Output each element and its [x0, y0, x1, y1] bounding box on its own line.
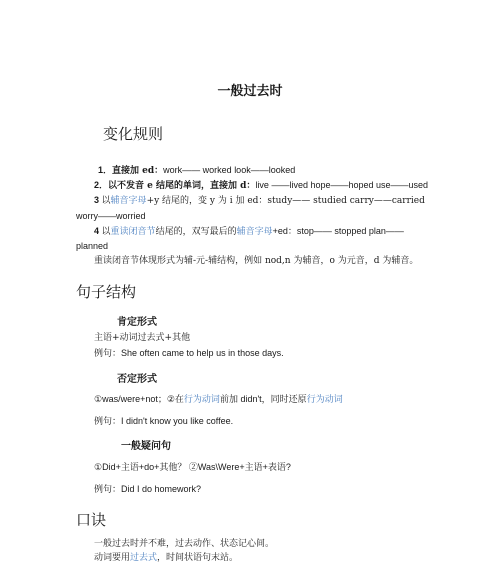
link-consonant-2[interactable]: 辅音字母 — [236, 227, 273, 237]
link-action-verb-2[interactable]: 行为动词 — [306, 395, 343, 405]
positive-heading: 肯定形式 — [117, 317, 157, 328]
rule-3-continued: worry——worried — [76, 211, 146, 221]
mnemonic-line-2: 动词要用过去式，时间状语句末站。 — [94, 553, 239, 563]
question-heading: 一般疑问句 — [121, 441, 171, 452]
positive-structure: 主语+动词过去式+其他 — [94, 333, 191, 343]
link-action-verb[interactable]: 行为动词 — [183, 395, 220, 405]
rule-1: 1．直接加 ed：work—— worked look——looked — [98, 165, 296, 176]
link-consonant[interactable]: 辅音字母 — [110, 196, 147, 206]
negative-heading: 否定形式 — [117, 374, 157, 385]
syllable-note: 重读闭音节体现形式为辅-元-辅结构，例如 nod,n 为辅音，o 为元音，d 为辅音。 — [94, 256, 419, 266]
question-structure: ①Did+主语+do+其他？ ②Was\Were+主语+表语? — [94, 462, 291, 472]
section-heading-rules: 变化规则 — [103, 125, 164, 143]
rule-2: 2．以不发音 e 结尾的单词，直接加 d：live ——lived hope——hoped use——used — [94, 180, 429, 191]
link-past-tense[interactable]: 过去式 — [130, 553, 158, 563]
rule-4-continued: planned — [76, 241, 109, 251]
question-example: 例句：Did I do homework? — [94, 484, 202, 494]
section-heading-structure: 句子结构 — [76, 283, 137, 301]
mnemonic-line-1: 一般过去时并不难，过去动作、状态记心间。 — [94, 539, 275, 549]
link-stressed-closed-syllable[interactable]: 重读闭音节 — [110, 227, 156, 237]
rule-4: 4 以重读闭音节结尾的，双写最后的辅音字母+ed：stop—— stopped plan—— — [94, 226, 404, 237]
rule-3: 3 以辅音字母+y 结尾的，变 y 为 i 加 ed：study—— studied carry——carried — [94, 195, 425, 206]
negative-structure: ①was/were+not；②在行为动词前加 didn't，同时还原行为动词 — [94, 394, 343, 405]
positive-example: 例句：She often came to help us in those days. — [94, 348, 284, 358]
section-heading-mnemonic: 口诀 — [76, 511, 107, 529]
negative-example: 例句：I didn't know you like coffee. — [94, 416, 234, 426]
page-title: 一般过去时 — [217, 83, 283, 98]
